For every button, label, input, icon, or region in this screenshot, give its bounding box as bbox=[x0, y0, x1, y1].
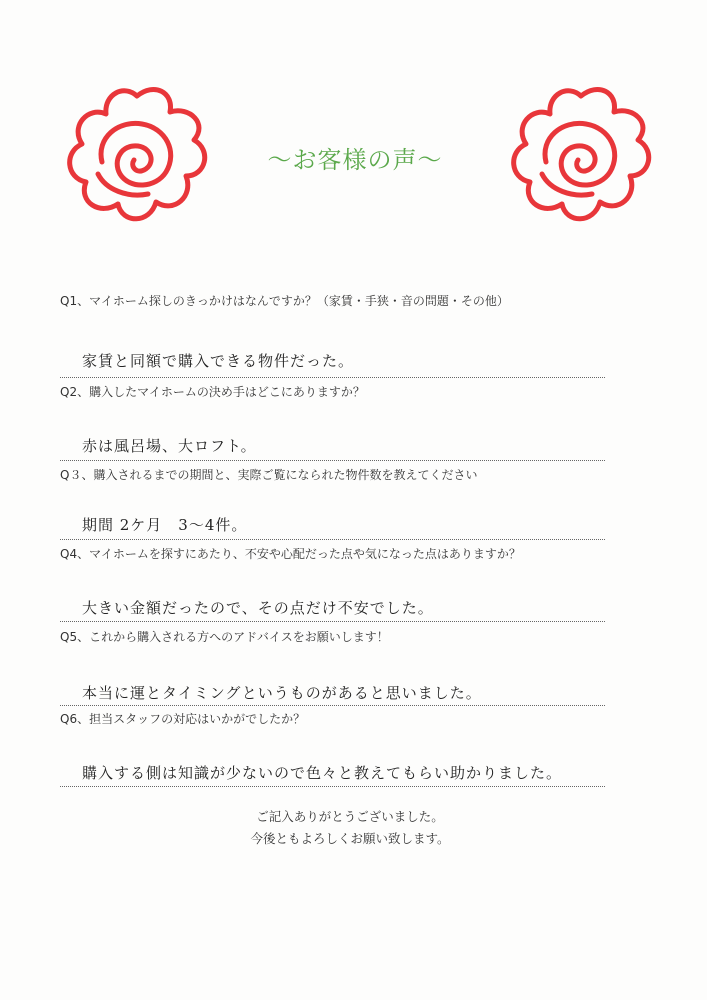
qa-item-2 bbox=[60, 383, 660, 455]
answer-3: 期間 2ケ月 3～4件。 bbox=[82, 516, 248, 534]
question-4: Q4、マイホームを探すにあたり、不安や心配だった点や気になった点はありますか？ bbox=[60, 547, 521, 561]
closing-line-1: ご記入ありがとうございました。 bbox=[256, 809, 444, 824]
closing-line-2: 今後ともよろしくお願い致します。 bbox=[250, 831, 450, 846]
red-flower-icon bbox=[62, 78, 212, 228]
question-1: Q1、マイホーム探しのきっかけはなんですか？（家賃・手狭・音の問題・その他） bbox=[60, 294, 509, 308]
qa-item-5 bbox=[60, 628, 660, 702]
qa-item-6 bbox=[60, 710, 660, 782]
question-3: Q３、購入されるまでの期間と、実際ご覧になられた物件数を教えてください bbox=[60, 468, 478, 482]
answer-1: 家賃と同額で購入できる物件だった。 bbox=[82, 352, 355, 370]
qa-item-1 bbox=[60, 292, 660, 370]
qa-item-4 bbox=[60, 545, 660, 617]
question-5: Q5、これから購入される方へのアドバイスをお願いします！ bbox=[60, 630, 389, 644]
answer-6: 購入する側は知識が少ないので色々と教えてもらい助かりました。 bbox=[82, 764, 563, 782]
answer-4: 大きい金額だったので、その点だけ不安でした。 bbox=[82, 599, 434, 617]
question-6: Q6、担当スタッフの対応はいかがでしたか？ bbox=[60, 712, 306, 726]
page-title: ～お客様の声～ bbox=[267, 146, 443, 174]
answer-line-6 bbox=[60, 786, 605, 787]
answer-line-2 bbox=[60, 460, 605, 461]
answer-2: 赤は風呂場、大ロフト。 bbox=[82, 437, 257, 455]
answer-5: 本当に運とタイミングというものがあると思いました。 bbox=[82, 684, 482, 702]
closing-message bbox=[180, 806, 520, 850]
answer-line-5 bbox=[60, 705, 605, 706]
answer-line-1 bbox=[60, 377, 605, 378]
question-2: Q2、購入したマイホームの決め手はどこにありますか？ bbox=[60, 385, 365, 399]
red-flower-icon bbox=[506, 78, 656, 228]
qa-item-3 bbox=[60, 466, 660, 534]
answer-line-3 bbox=[60, 539, 605, 540]
answer-line-4 bbox=[60, 621, 605, 622]
